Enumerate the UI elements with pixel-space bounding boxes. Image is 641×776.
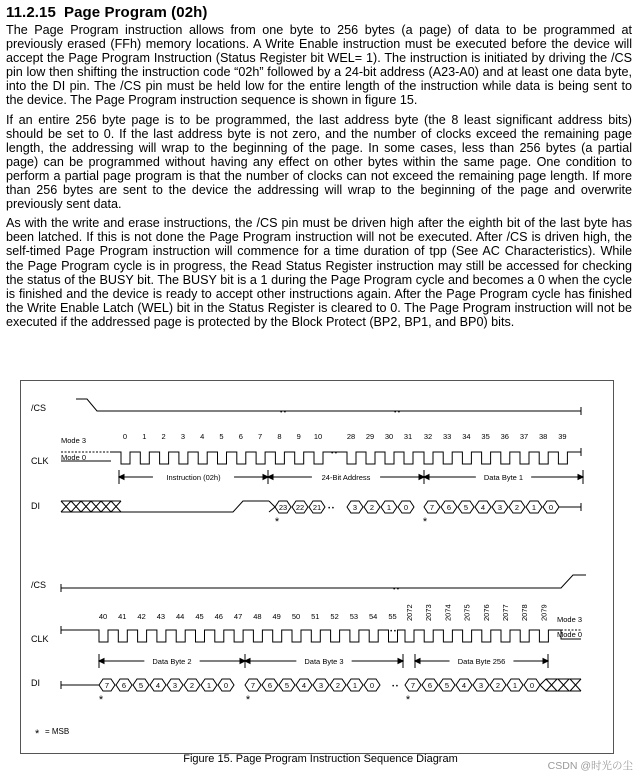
di-top-data-byte-1-bit-label-1: 6 — [446, 503, 452, 512]
segment-address-label: 24-Bit Address — [321, 473, 371, 482]
di-top-edge-a — [269, 501, 275, 507]
clock-label-31: 31 — [403, 432, 413, 441]
msb-marker-data-3: * — [245, 694, 251, 706]
clock-label-44: 44 — [176, 612, 185, 621]
clock-label-35: 35 — [481, 432, 490, 441]
clock-label-2076: 2076 — [481, 604, 491, 621]
di-top-data-byte-1-bit-label-4: 3 — [497, 503, 503, 512]
segment-data-byte-1-arrow-left — [424, 475, 429, 480]
cs-label-top: /CS — [31, 403, 47, 413]
clock-label-34: 34 — [462, 432, 471, 441]
clock-label-47: 47 — [233, 612, 243, 621]
mode0-label-top: Mode 0 — [61, 453, 87, 462]
di-bottom-break: • • — [392, 684, 398, 690]
clock-label-39: 39 — [558, 432, 567, 441]
clk-label-bottom: CLK — [31, 634, 49, 644]
msb-marker-data-1: * — [422, 516, 428, 528]
clock-label-46: 46 — [214, 612, 223, 621]
clock-label-50: 50 — [291, 612, 301, 621]
clock-label-41: 41 — [118, 612, 127, 621]
paragraph-1: The Page Program instruction allows from one byte to 256 bytes (a page) of data to be programmed at previously erased (FFh) memory locations. A Write Enable instruction must be executed before the device will accept the Page Program Instruction (Status Register bit WEL= 1). The instruction is initiated by driving the /CS pin low then shifting the instruction code “02h” followed by a 24-bit address (A23-A0) and at least one data byte, into the DI pin. The /CS pin must be held low for the entire length of the instruction while data is being sent to the device. The Page Program instruction sequence is shown in figure 15. — [6, 23, 632, 108]
clock-label-42: 42 — [137, 612, 146, 621]
di-bottom-data-byte-256-bit-label-2: 5 — [444, 681, 450, 690]
clock-label-2079: 2079 — [539, 604, 549, 621]
segment-data-byte-3-label: Data Byte 3 — [304, 657, 344, 666]
clock-label-28: 28 — [346, 432, 356, 441]
section-number: 11.2.15 — [6, 4, 56, 21]
di-top-address-low-bit-label-0: 3 — [352, 503, 358, 512]
di-bottom-data-byte-3-bit-label-0: 7 — [250, 681, 256, 690]
segment-data-byte-1-arrow-right — [578, 475, 583, 480]
clock-label-52: 52 — [330, 612, 339, 621]
di-bottom-data-byte-3-bit-label-1: 6 — [267, 681, 273, 690]
di-top-address-high-bit-label-0: 23 — [278, 503, 288, 512]
clock-label-36: 36 — [500, 432, 509, 441]
legend-marker: * — [35, 728, 40, 740]
segment-instruction-arrow-left — [119, 475, 124, 480]
di-top-address-high-bit-label-1: 22 — [295, 503, 305, 512]
di-label-bottom: DI — [31, 678, 40, 688]
di-top-data-byte-1-bit-label-6: 1 — [531, 503, 537, 512]
clock-label-33: 33 — [443, 432, 452, 441]
clock-label-48: 48 — [253, 612, 262, 621]
di-top-address-break: • • — [328, 506, 334, 512]
clock-label-2075: 2075 — [462, 604, 472, 621]
clock-label-4: 4 — [200, 432, 205, 441]
clock-label-5: 5 — [219, 432, 224, 441]
mode3-label-top: Mode 3 — [61, 436, 87, 445]
clock-label-45: 45 — [195, 612, 204, 621]
di-bottom-data-byte-3-bit-label-3: 4 — [301, 681, 307, 690]
di-bottom-data-byte-256-bit-label-1: 6 — [427, 681, 433, 690]
clock-label-2073: 2073 — [424, 604, 434, 621]
legend-text: = MSB — [45, 727, 70, 736]
cs-top-break-1: • • — [280, 410, 286, 416]
di-bottom-data-byte-2-bit-label-5: 2 — [189, 681, 195, 690]
section-title: Page Program (02h) — [64, 4, 208, 21]
clk-top-waveform — [111, 452, 581, 464]
di-bottom-data-byte-256-bit-label-0: 7 — [410, 681, 416, 690]
segment-data-byte-256-arrow-left — [415, 659, 420, 664]
di-top-address-low-bit-label-1: 2 — [369, 503, 375, 512]
clock-label-30: 30 — [384, 432, 394, 441]
clk-bottom-waveform — [61, 630, 581, 642]
clock-label-29: 29 — [365, 432, 375, 441]
clock-label-37: 37 — [519, 432, 529, 441]
di-bottom-data-byte-3-bit-label-4: 3 — [318, 681, 324, 690]
segment-data-byte-3-arrow-left — [245, 659, 250, 664]
di-top-instruction-low — [121, 501, 269, 512]
di-bottom-data-byte-2-bit-label-4: 3 — [172, 681, 178, 690]
clk-top-break: • • — [331, 451, 337, 457]
di-bottom-data-byte-3-bit-label-6: 1 — [352, 681, 358, 690]
clock-label-3: 3 — [180, 432, 185, 441]
clock-label-6: 6 — [238, 432, 243, 441]
msb-marker-data-256: * — [405, 694, 411, 706]
clock-label-1: 1 — [142, 432, 147, 441]
segment-data-byte-2-label: Data Byte 2 — [152, 657, 192, 666]
section-heading — [6, 4, 632, 21]
clock-label-2078: 2078 — [520, 604, 530, 621]
clock-label-32: 32 — [423, 432, 433, 441]
di-bottom-data-byte-256-bit-label-3: 4 — [461, 681, 467, 690]
di-bottom-data-byte-256-bit-label-4: 3 — [478, 681, 484, 690]
clock-label-2074: 2074 — [443, 604, 453, 621]
di-bottom-data-byte-256-bit-label-7: 0 — [529, 681, 535, 690]
di-top-edge-b — [269, 507, 275, 512]
segment-data-byte-2-arrow-left — [99, 659, 104, 664]
clock-label-7: 7 — [258, 432, 263, 441]
msb-marker-address: * — [274, 516, 280, 528]
di-bottom-data-byte-2-bit-label-0: 7 — [104, 681, 110, 690]
segment-address-arrow-left — [268, 475, 273, 480]
watermark: CSDN @时光の尘 — [547, 760, 633, 772]
di-bottom-data-byte-256-bit-label-5: 2 — [495, 681, 501, 690]
di-bottom-data-byte-3-bit-label-5: 2 — [335, 681, 341, 690]
clk-bottom-break: • • — [390, 629, 396, 635]
clock-label-0: 0 — [122, 432, 128, 441]
di-top-address-low-bit-label-3: 0 — [403, 503, 409, 512]
clock-label-51: 51 — [311, 612, 320, 621]
clock-label-2077: 2077 — [501, 604, 510, 621]
di-bottom-data-byte-3-bit-label-2: 5 — [284, 681, 290, 690]
di-bottom-data-byte-2-bit-label-7: 0 — [223, 681, 229, 690]
clock-label-55: 55 — [388, 612, 397, 621]
segment-data-byte-3-arrow-right — [398, 659, 403, 664]
cs-top-break-2: • • — [394, 410, 400, 416]
clock-label-2: 2 — [161, 432, 166, 441]
di-top-data-byte-1-bit-label-7: 0 — [548, 503, 554, 512]
clock-label-49: 49 — [272, 612, 281, 621]
di-bottom-data-byte-256-bit-label-6: 1 — [512, 681, 518, 690]
cs-bottom-waveform — [61, 575, 586, 588]
di-bottom-data-byte-2-bit-label-2: 5 — [138, 681, 144, 690]
clock-label-9: 9 — [296, 432, 301, 441]
cs-label-bottom: /CS — [31, 580, 47, 590]
msb-marker-data-2: * — [98, 694, 104, 706]
clock-label-54: 54 — [369, 612, 378, 621]
cs-bottom-break: • • — [393, 587, 399, 593]
segment-data-byte-256-arrow-right — [543, 659, 548, 664]
clock-label-8: 8 — [277, 432, 282, 441]
mode0-label-bottom: Mode 0 — [557, 630, 583, 639]
di-bottom-data-byte-2-bit-label-3: 4 — [155, 681, 161, 690]
mode3-label-bottom: Mode 3 — [557, 615, 583, 624]
di-top-address-low-bit-label-2: 1 — [386, 503, 392, 512]
clock-label-53: 53 — [349, 612, 359, 621]
di-top-data-byte-1-bit-label-5: 2 — [514, 503, 520, 512]
di-top-address-high-bit-label-2: 21 — [312, 503, 322, 512]
clock-label-40: 40 — [98, 612, 108, 621]
segment-data-byte-1-label: Data Byte 1 — [483, 473, 524, 482]
paragraph-2: If an entire 256 byte page is to be programmed, the last address byte (the 8 least significant address bits) should be set to 0. If the last address byte is not zero, and the number of clocks exceed the remaining page length, the addressing will wrap to the beginning of the page. In some cases, less than 256 bytes (a partial page) can be programmed without having any effect on other bytes within the same page. One condition to perform a partial page program is that the number of clocks can not exceed the remaining page length. If more than 256 bytes are sent to the device the addressing will wrap to the beginning of the page and overwrite previously sent data. — [6, 112, 632, 212]
di-top-data-byte-1-bit-label-3: 4 — [480, 503, 486, 512]
di-bottom-data-byte-3-bit-label-7: 0 — [369, 681, 375, 690]
clock-label-38: 38 — [539, 432, 548, 441]
di-top-data-byte-1-bit-label-2: 5 — [463, 503, 469, 512]
timing-diagram-svg — [21, 381, 613, 753]
figure-caption: Figure 15. Page Program Instruction Sequence Diagram — [183, 753, 458, 765]
di-label-top: DI — [31, 501, 40, 511]
paragraph-3: As with the write and erase instructions, the /CS pin must be driven high after the eighth bit of the last byte has been latched. If this is not done the Page Program instruction will not be executed. After /CS is driven high, the self-timed Page Program instruction will commence for a time duration of tpp (See AC Characteristics). While the Page Program cycle is in progress, the Read Status Register instruction may still be accessed for checking the status of the BUSY bit. The BUSY bit is a 1 during the Page Program cycle and becomes a 0 when the cycle is finished and the device is ready to accept other instructions again. After the Page Program cycle has finished the Write Enable Latch (WEL) bit in the Status Register is cleared to 0. The Page Program instruction will not be executed if the addressed page is protected by the Block Protect (BP2, BP1, and BP0) bits. — [6, 216, 632, 329]
di-bottom-data-byte-2-bit-label-6: 1 — [206, 681, 212, 690]
clk-label-top: CLK — [31, 456, 49, 466]
clock-label-10: 10 — [313, 432, 323, 441]
clock-label-43: 43 — [156, 612, 166, 621]
clock-label-2072: 2072 — [405, 604, 414, 621]
segment-instruction-label: Instruction (02h) — [166, 473, 221, 482]
di-bottom-data-byte-2-bit-label-1: 6 — [121, 681, 127, 690]
segment-data-byte-256-label: Data Byte 256 — [457, 657, 506, 666]
timing-diagram — [20, 380, 614, 754]
di-top-data-byte-1-bit-label-0: 7 — [429, 503, 435, 512]
document — [6, 4, 632, 334]
cs-top-waveform — [76, 399, 581, 411]
